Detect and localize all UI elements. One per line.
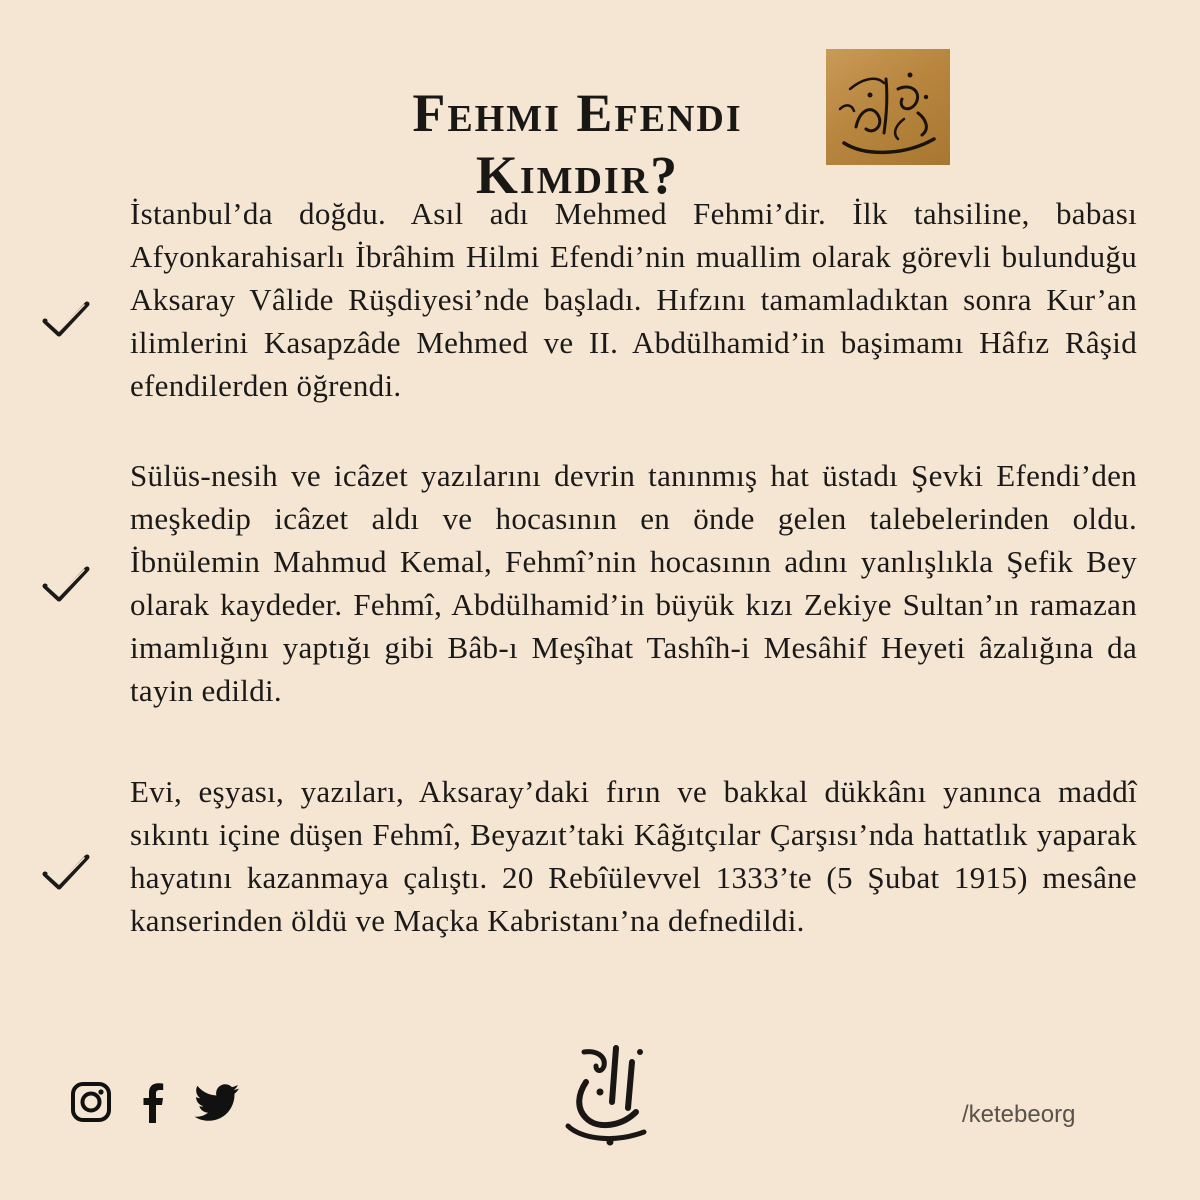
paragraph-later-life-death: Evi, eşyası, yazıları, Aksaray’daki fırın ve bakkal dükkânı yanınca maddî sıkıntı içine düşen Fehmî, Beyazıt’taki Kâğıtçılar Çarşısı’nda hattatlık yaparak hayatını kazanmaya çalıştı. 20 Rebîülevvel 1333’te (5 Şubat 1915) mesâne kanserinden öldü ve Maçka Kabristanı’na defnedildi. bbox=[130, 774, 1137, 938]
social-handle: /ketebeorg bbox=[962, 1101, 1076, 1128]
facebook-icon[interactable] bbox=[140, 1080, 166, 1124]
checkmark-icon bbox=[40, 297, 92, 341]
calligraphy-image bbox=[826, 49, 950, 165]
ketebe-logo bbox=[556, 1042, 656, 1152]
title-line-1: Fehmi Efendi bbox=[412, 83, 743, 144]
paragraph-birth-education: İstanbul’da doğdu. Asıl adı Mehmed Fehmi’dir. İlk tahsiline, babası Afyonkarahisarlı İbrâhim Hilmi Efendi’nin muallim olarak görevli bulunduğu Aksaray Vâlide Rüşdiyesi’nde başladı. Hıfzını tamamladıktan sonra Kur’an ilimlerini Kasapzâde Mehmed ve II. Abdülhamid’in başimamı Hâfız Râşid efendilerden öğrendi. bbox=[130, 196, 1137, 403]
instagram-icon[interactable] bbox=[70, 1080, 112, 1124]
page-title bbox=[300, 82, 855, 206]
checkmark-icon bbox=[40, 850, 92, 894]
paragraph-calligraphy-career: Sülüs-nesih ve icâzet yazılarını devrin tanınmış hat üstadı Şevki Efendi’den meşkedip icâzet aldı ve hocasının en önde gelen talebelerinden oldu. İbnülemin Mahmud Kemal, Fehmî’nin hocasının adını yanlışlıkla Şefik Bey olarak kaydeder. Fehmî, Abdülhamid’in büyük kızı Zekiye Sultan’ın ramazan imamlığını yaptığı gibi Bâb-ı Meşîhat Tashîh-i Mesâhif Heyeti âzalığına da tayin edildi. bbox=[130, 458, 1137, 708]
title-line-2: Kimdir? bbox=[475, 145, 680, 206]
checkmark-icon bbox=[40, 562, 92, 606]
twitter-icon[interactable] bbox=[193, 1080, 241, 1124]
